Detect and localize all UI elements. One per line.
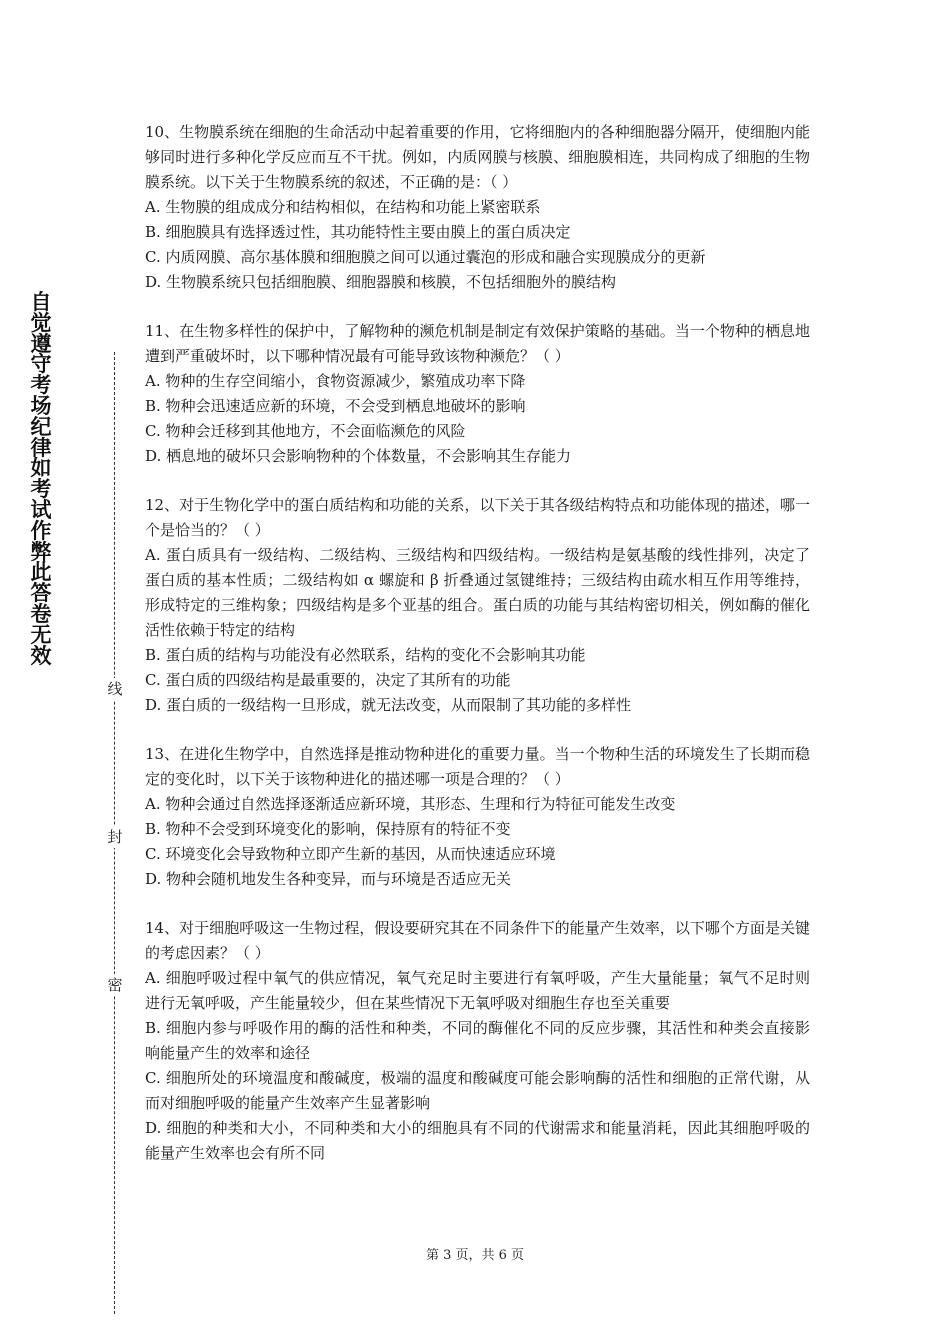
option-c: C. 环境变化会导致物种立即产生新的基因，从而快速适应环境 <box>145 845 556 863</box>
option-b: B. 物种不会受到环境变化的影响，保持原有的特征不变 <box>145 820 511 838</box>
question-13 <box>145 742 810 892</box>
question-stem: 11、在生物多样性的保护中，了解物种的濒危机制是制定有效保护策略的基础。当一个物种的栖息地遭到严重破坏时，以下哪种情况最有可能导致该物种濒危？（ ） <box>145 322 810 365</box>
option-b: B. 细胞膜具有选择透过性，其功能特性主要由膜上的蛋白质决定 <box>145 223 571 241</box>
exam-discipline-warning: 自觉遵守考场纪律如考试作弊此答卷无效 <box>30 290 52 668</box>
question-stem: 10、生物膜系统在细胞的生命活动中起着重要的作用，它将细胞内的各种细胞器分隔开，使细胞内能够同时进行多种化学反应而互不干扰。例如，内质网膜与核膜、细胞膜相连，共同构成了细胞的生物膜系统。以下关于生物膜系统的叙述，不正确的是：（ ） <box>145 123 810 191</box>
option-d: D. 生物膜系统只包括细胞膜、细胞器膜和核膜，不包括细胞外的膜结构 <box>145 273 617 291</box>
page-number: 第 3 页，共 6 页 <box>425 1248 525 1263</box>
option-c: C. 物种会迁移到其他地方，不会面临濒危的风险 <box>145 422 466 440</box>
question-list <box>145 120 810 1190</box>
binding-mark-seal: 封 <box>107 828 123 846</box>
option-c: C. 细胞所处的环境温度和酸碱度，极端的温度和酸碱度可能会影响酶的活性和细胞的正常代谢，从而对细胞呼吸的能量产生效率产生显著影响 <box>145 1069 810 1112</box>
question-stem: 14、对于细胞呼吸这一生物过程，假设要研究其在不同条件下的能量产生效率，以下哪个方面是关键的考虑因素？（ ） <box>145 919 810 962</box>
option-d: D. 蛋白质的一级结构一旦形成，就无法改变，从而限制了其功能的多样性 <box>145 696 632 714</box>
option-d: D. 栖息地的破坏只会影响物种的个体数量，不会影响其生存能力 <box>145 447 572 465</box>
binding-mark-line: 线 <box>107 680 123 698</box>
option-a: A. 细胞呼吸过程中氧气的供应情况，氧气充足时主要进行有氧呼吸，产生大量能量；氧气不足时则进行无氧呼吸，产生能量较少，但在某些情况下无氧呼吸对细胞生存也至关重要 <box>145 969 810 1012</box>
question-10 <box>145 120 810 295</box>
option-b: B. 细胞内参与呼吸作用的酶的活性和种类，不同的酶催化不同的反应步骤，其活性和种类会直接影响能量产生的效率和途径 <box>145 1019 810 1062</box>
option-c: C. 蛋白质的四级结构是最重要的，决定了其所有的功能 <box>145 671 511 689</box>
option-a: A. 生物膜的组成成分和结构相似，在结构和功能上紧密联系 <box>145 198 541 216</box>
binding-mark-secret: 密 <box>107 976 123 994</box>
option-c: C. 内质网膜、高尔基体膜和细胞膜之间可以通过囊泡的形成和融合实现膜成分的更新 <box>145 248 706 266</box>
question-stem: 13、在进化生物学中，自然选择是推动物种进化的重要力量。当一个物种生活的环境发生了长期而稳定的变化时，以下关于该物种进化的描述哪一项是合理的？（ ） <box>145 745 810 788</box>
option-b: B. 物种会迅速适应新的环境，不会受到栖息地破坏的影响 <box>145 397 526 415</box>
option-d: D. 物种会随机地发生各种变异，而与环境是否适应无关 <box>145 870 512 888</box>
option-a: A. 蛋白质具有一级结构、二级结构、三级结构和四级结构。一级结构是氨基酸的线性排列，决定了蛋白质的基本性质；二级结构如 α 螺旋和 β 折叠通过氢键维持；三级结构由疏水相互作用等维持，形成特定的三维构象；四级结构是多个亚基的组合。蛋白质的功能与其结构密切相关，例如酶的催化活性依赖于特定的结构 <box>145 546 810 639</box>
option-b: B. 蛋白质的结构与功能没有必然联系，结构的变化不会影响其功能 <box>145 646 586 664</box>
question-12 <box>145 493 810 718</box>
option-d: D. 细胞的种类和大小，不同种类和大小的细胞具有不同的代谢需求和能量消耗，因此其细胞呼吸的能量产生效率也会有所不同 <box>145 1119 810 1162</box>
option-a: A. 物种的生存空间缩小，食物资源减少，繁殖成功率下降 <box>145 372 526 390</box>
question-11 <box>145 319 810 469</box>
question-14 <box>145 916 810 1166</box>
question-stem: 12、对于生物化学中的蛋白质结构和功能的关系，以下关于其各级结构特点和功能体现的描述，哪一个是恰当的？（ ） <box>145 496 810 539</box>
option-a: A. 物种会通过自然选择逐渐适应新环境，其形态、生理和行为特征可能发生改变 <box>145 795 676 813</box>
